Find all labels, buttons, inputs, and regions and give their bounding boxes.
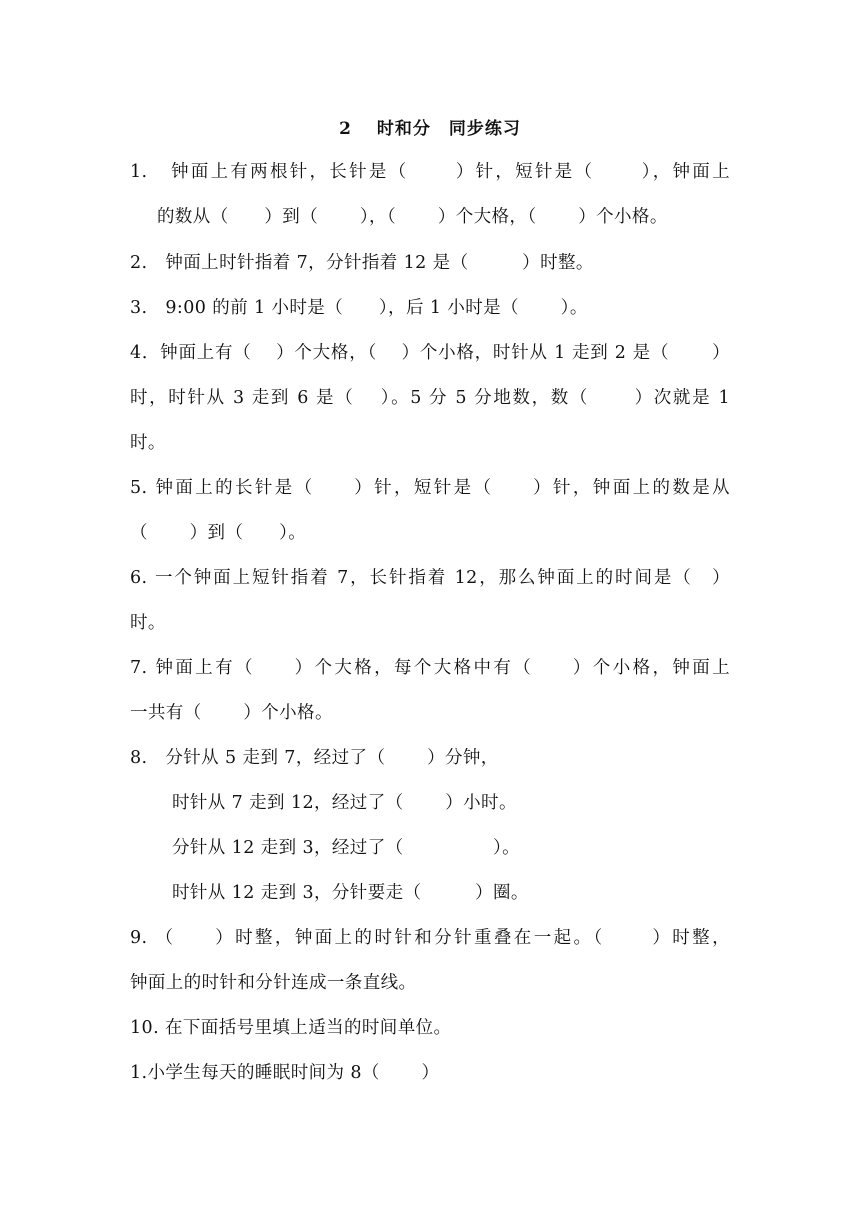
question-9-line-2: 钟面上的时针和分针连成一条直线。 [130, 973, 417, 993]
question-2-line: 2. 钟面上时针指着 7，分针指着 12 是（ ）时整。 [130, 253, 594, 273]
question-3-line: 3. 9:00 的前 1 小时是（ ），后 1 小时是（ ）。 [130, 298, 588, 318]
question-7-line-2: 一共有（ ）个小格。 [130, 703, 333, 723]
question-6-line-1: 6. 一个钟面上短针指着 7，长针指着 12，那么钟面上的时间是（ ） [130, 568, 730, 588]
question-9-line-1: 9. （ ）时整，钟面上的时针和分针重叠在一起。（ ）时整， [130, 928, 730, 948]
question-6-line-2: 时。 [130, 613, 166, 633]
question-1-line-2: 的数从（ ）到（ ），（ ）个大格，（ ）个小格。 [157, 207, 668, 227]
question-8-line-4: 时针从 12 走到 3，分针要走（ ）圈。 [172, 883, 529, 903]
question-4-line-1: 4．钟面上有（ ）个大格，（ ）个小格，时针从 1 走到 2 是（ ） [130, 343, 730, 363]
question-4-line-2: 时，时针从 3 走到 6 是（ ）。5 分 5 分地数，数（ ）次就是 1 [130, 388, 730, 408]
question-8-line-2: 时针从 7 走到 12，经过了（ ）小时。 [172, 793, 517, 813]
question-10-item-1: 1.小学生每天的睡眠时间为 8（ ） [130, 1063, 440, 1083]
worksheet-title: 2 时和分 同步练习 [339, 119, 521, 139]
question-10-line: 10. 在下面括号里填上适当的时间单位。 [130, 1018, 452, 1038]
question-7-line-1: 7. 钟面上有（ ）个大格，每个大格中有（ ）个小格，钟面上 [130, 658, 730, 678]
question-5-line-2: （ ）到（ ）。 [130, 523, 307, 543]
question-5-line-1: 5. 钟面上的长针是（ ）针，短针是（ ）针，钟面上的数是从 [130, 478, 730, 498]
question-8-line-1: 8. 分针从 5 走到 7，经过了（ ）分钟， [130, 748, 499, 768]
question-8-line-3: 分针从 12 走到 3，经过了（ ）。 [172, 838, 521, 858]
question-1-line-1: 1. 钟面上有两根针，长针是（ ）针，短针是（ ），钟面上 [130, 162, 730, 182]
question-4-line-3: 时。 [130, 433, 166, 453]
